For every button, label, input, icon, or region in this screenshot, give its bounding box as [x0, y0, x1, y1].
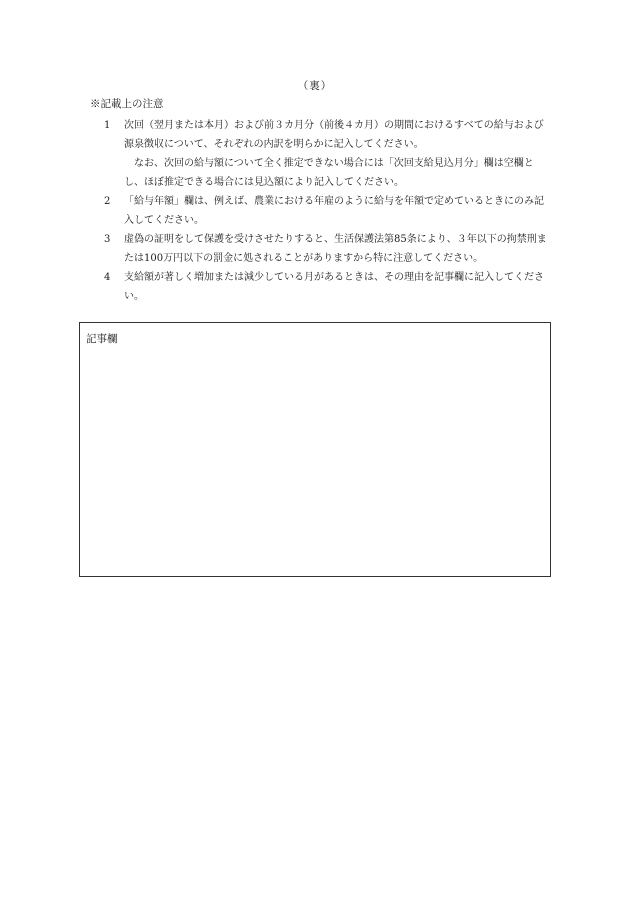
- note-number: 4: [104, 272, 111, 283]
- note-body: [124, 192, 552, 230]
- note-number: 2: [104, 196, 111, 207]
- page-header: （裏）: [297, 80, 333, 92]
- note-number: 3: [104, 234, 111, 245]
- notes-list: [104, 116, 552, 306]
- note-item-3: [104, 230, 552, 268]
- notes-title: ※記載上の注意: [90, 98, 164, 110]
- note-body: [124, 116, 552, 192]
- note-subtext: なお、次回の給与額について全く推定できない場合には「次回支給見込月分」欄は空欄とし、ほぼ推定できる場合には見込額により記入してください。: [124, 158, 534, 188]
- note-item-1: [104, 116, 552, 192]
- note-item-4: [104, 268, 552, 306]
- note-text: 支給額が著しく増加または減少している月があるときは、その理由を記事欄に記入してください。: [124, 272, 544, 302]
- note-number: 1: [104, 120, 111, 131]
- memo-box[interactable]: [79, 322, 551, 577]
- note-body: [124, 230, 552, 268]
- note-text: 虚偽の証明をして保護を受けさせたりすると、生活保護法第85条により、３年以下の拘禁刑または100万円以下の罰金に処されることがありますから特に注意してください。: [124, 234, 547, 264]
- note-text: 次回（翌月または本月）および前３カ月分（前後４カ月）の期間におけるすべての給与および源泉徴収について、それぞれの内訳を明らかに記入してください。: [124, 120, 544, 150]
- note-item-2: [104, 192, 552, 230]
- memo-label: 記事欄: [86, 333, 118, 345]
- note-body: [124, 268, 552, 306]
- note-text: 「給与年額」欄は、例えば、農業における年雇のように給与を年額で定めているときにのみ記入してください。: [124, 196, 544, 226]
